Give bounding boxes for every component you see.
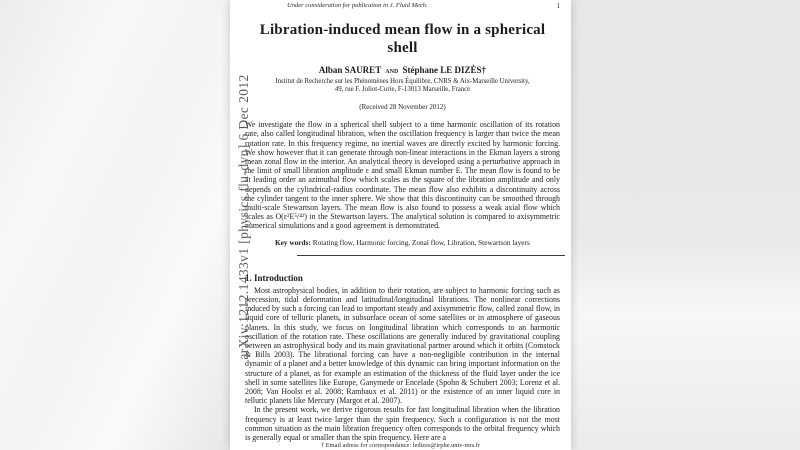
section-divider-rule [297,255,565,256]
authors-conjunction: and [385,65,399,75]
running-head-text: Under consideration for publication in J. Fluid Mech. [287,2,428,9]
blurred-background-left [0,0,231,450]
running-header [245,2,560,10]
keywords-label: Key words: [275,237,311,247]
received-date: (Received 28 November 2012) [359,103,446,112]
author-1: Alban SAURET [318,64,382,75]
arxiv-sidebar-stamp: arXiv:1212.1433v1 [physics.flu-dyn] 6 Dec 2012 [236,74,251,360]
blurred-background-right [570,0,800,450]
author-2: Stéphane LE DIZÈS† [402,64,487,75]
section-heading-introduction: 1. Introduction [245,272,303,283]
introduction-paragraph-1: Most astrophysical bodies, in addition to their rotation, are subject to harmonic forcing such as precession, tidal deformation and latitudinal/longitudinal librations. The nonlinear corrections induced by such a forcing can lead to important steady and axisymmetric flow, called zonal flow, in liquid core of telluric planets, in subsurface ocean of some satellites or in atmosphere of gaseous planets. In this study, we focus on longitudinal libration which corresponds to an harmonic oscillation of the rotation rate. These oscillations are generally induced by gravitational coupling between an astrophysical body and its main gravitational partner around which it orbits (Comstock & Bills 2003). The librational forcing can have a non-negligible contribution in the internal dynamic of a planet and a better knowledge of this dynamic can bring important information on the structure of a planet, as for example an estimation of the thickness of the fluid layer under the ice shell in some satellites like Europe, Ganymede or Encelade (Spohn & Schubert 2003; Lorenz et al. 2008; Van Hoolst et al. 2008; Rambaux et al. 2011) or the existence of an inner liquid core in telluric planets like Mercury (Margot et al. 2007). [245,285,560,406]
paper-title: Libration-induced mean flow in a spherical shell [259,22,546,57]
authors-line [245,65,560,75]
introduction-paragraph-2: In the present work, we derive rigorous results for fast longitudinal libration when the libration frequency is at least twice larger than the spin frequency. Such a configuration is not the most common situation as the main libration frequency often corresponds to the orbital frequency which is generally equal or smaller than the spin frequency. Here are a [245,405,560,442]
affiliation-line-1: Institut de Recherche sur les Phénomènes Hors Équilibre, CNRS & Aix-Marseille University, [275,77,530,85]
paper-page [230,0,571,450]
keywords-line [245,238,560,247]
affiliation-block [245,78,560,96]
correspondence-footnote: † Email adress for correspondance: ledizes@irphe.univ-mrs.fr [320,442,481,449]
page-number: 1 [556,2,560,10]
abstract-text: We investigate the flow in a spherical shell subject to a time harmonic oscillation of its rotation rate, also called longitudinal libration, when the oscillation frequency is larger than twice the mean rotation rate. In this frequency regime, no inertial waves are directly excited by harmonic forcing. We show however that it can generate through non-linear interactions in the Ekman layers a strong mean zonal flow in the interior. An analytical theory is developed using a perturbative approach in the limit of small libration amplitude ε and small Ekman number E. The mean flow is found to be at leading order an azimuthal flow which scales as the square of the libration amplitude and only depends on the cylindrical-radius coordinate. The mean flow also exhibits a discontinuity across the cylinder tangent to the inner sphere. We show that this discontinuity can be smoothed through multi-scale Stewartson layers. The mean flow is also found to possess a weak axial flow which scales as O(ε²E⁵/⁴²) in the Stewartson layers. The analytical solution is compared to axisymmetric numerical simulations and a good agreement is demonstrated. [245,120,560,231]
affiliation-line-2: 49, rue F. Joliot-Curie, F-13013 Marseille, France [334,86,471,94]
keywords-list: Rotating flow, Harmonic forcing, Zonal flow, Libration, Stewartson layers [312,237,530,247]
